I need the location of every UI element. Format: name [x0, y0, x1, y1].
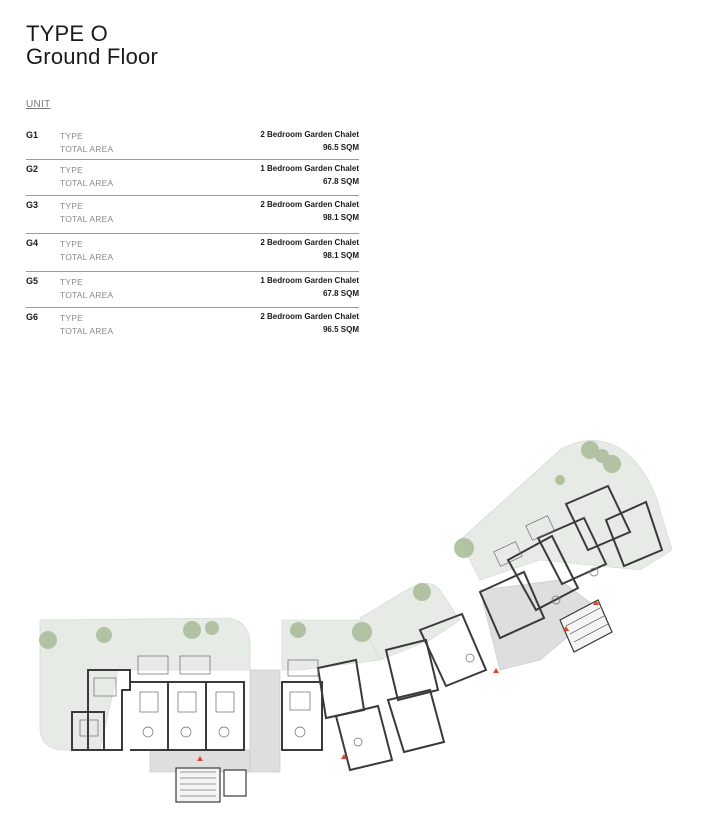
type-label: TYPE [60, 131, 84, 141]
table-row [26, 234, 359, 272]
unit-heading: UNIT [26, 99, 51, 110]
title-line-2: Ground Floor [26, 44, 159, 69]
type-value: 2 Bedroom Garden Chalet [260, 130, 359, 139]
unit-id: G3 [26, 200, 39, 210]
floor-plan [0, 420, 712, 821]
type-label: TYPE [60, 165, 84, 175]
area-label: TOTAL AREA [60, 326, 114, 336]
unit-id: G2 [26, 164, 39, 174]
area-value: 96.5 SQM [322, 143, 359, 152]
type-value: 1 Bedroom Garden Chalet [260, 164, 359, 173]
unit-id: G6 [26, 312, 39, 322]
area-value: 96.5 SQM [322, 325, 359, 334]
type-value: 1 Bedroom Garden Chalet [260, 276, 359, 285]
area-value: 98.1 SQM [322, 213, 359, 222]
type-label: TYPE [60, 313, 84, 323]
table-row [26, 308, 359, 342]
unit-id: G4 [26, 238, 39, 248]
area-label: TOTAL AREA [60, 178, 114, 188]
area-label: TOTAL AREA [60, 144, 114, 154]
area-label: TOTAL AREA [60, 214, 114, 224]
table-row [26, 272, 359, 308]
area-value: 67.8 SQM [322, 177, 359, 186]
area-label: TOTAL AREA [60, 252, 114, 262]
type-value: 2 Bedroom Garden Chalet [260, 312, 359, 321]
type-label: TYPE [60, 277, 84, 287]
type-label: TYPE [60, 239, 84, 249]
unit-id: G1 [26, 130, 39, 140]
area-label: TOTAL AREA [60, 290, 114, 300]
table-row [26, 160, 359, 196]
area-value: 98.1 SQM [322, 251, 359, 260]
unit-id: G5 [26, 276, 39, 286]
title-line-1: TYPE O [26, 21, 108, 46]
area-value: 67.8 SQM [322, 289, 359, 298]
type-value: 2 Bedroom Garden Chalet [260, 200, 359, 209]
table-row [26, 126, 359, 160]
unit-table [26, 126, 359, 342]
type-value: 2 Bedroom Garden Chalet [260, 238, 359, 247]
type-label: TYPE [60, 201, 84, 211]
page-title [26, 22, 158, 68]
table-row [26, 196, 359, 234]
